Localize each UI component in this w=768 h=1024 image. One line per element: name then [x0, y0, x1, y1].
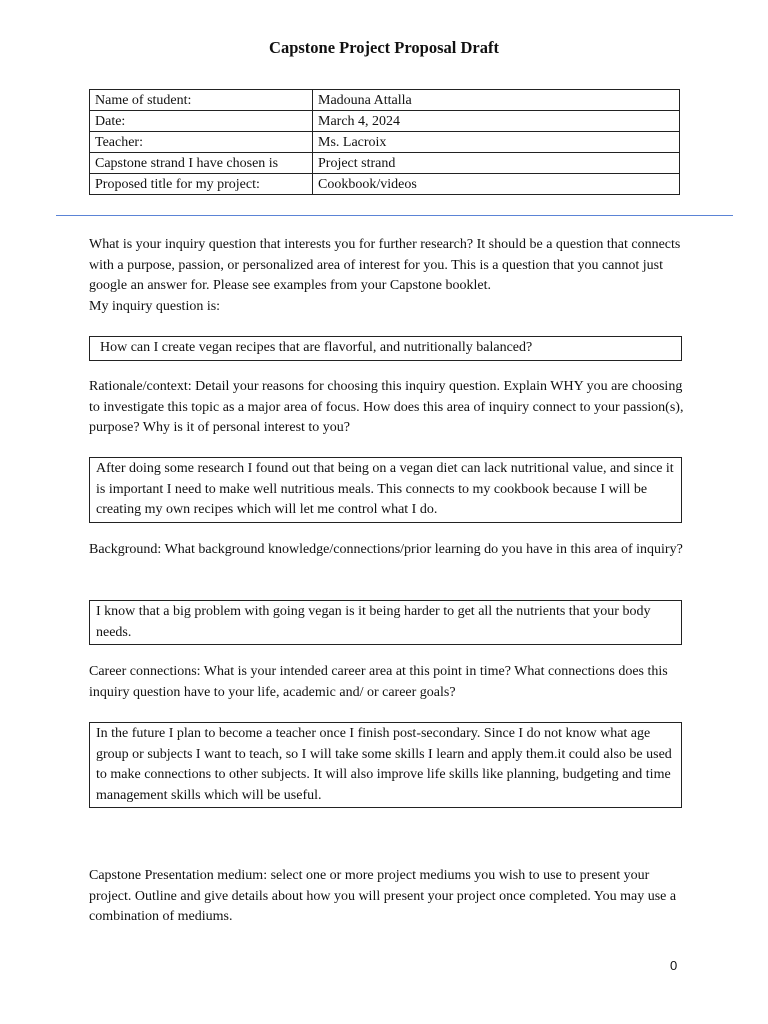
rationale-prompt: Rationale/context: Detail your reasons for choosing this inquiry question. Explain WHY you are choosing to investigate this topic as a major area of focus. How does this area of inquiry connect to your passion(s), purpose? Why is it of personal interest to you? [89, 379, 684, 435]
page-number: 0 [670, 958, 678, 973]
presentation-prompt: Capstone Presentation medium: select one or more project mediums you wish to use to present your project. Outline and give details about how you will present your project once completed. You may use a combination of mediums. [89, 868, 677, 924]
inquiry-prompt [89, 235, 689, 317]
career-prompt: Career connections: What is your intended career area at this point in time? What connections does this inquiry question have to your life, academic and/ or career goals? [89, 664, 668, 700]
career-answer-box: In the future I plan to become a teacher once I finish post-secondary. Since I do not know what age group or subjects I want to teach, so I will take some skills I learn and apply them.it could also be used to make connections to other subjects. It will also improve life skills like planning, budgeting and time management skills which will be useful. [89, 722, 682, 808]
table-row [90, 174, 680, 195]
table-row [90, 153, 680, 174]
student-info-table [89, 89, 680, 195]
inquiry-label: My inquiry question is: [89, 298, 221, 314]
background-answer-box: I know that a big problem with going vegan is it being harder to get all the nutrients that your body needs. [89, 600, 682, 645]
info-value: Madouna Attalla [313, 90, 680, 111]
inquiry-prompt-text: What is your inquiry question that interests you for further research? It should be a question that connects with a purpose, passion, or personalized area of interest for you. This is a question that you cannot just google an answer for. Please see examples from your Capstone booklet. [89, 237, 681, 293]
inquiry-answer-box: How can I create vegan recipes that are flavorful, and nutritionally balanced? [89, 336, 682, 361]
info-value: March 4, 2024 [313, 111, 680, 132]
table-row [90, 111, 680, 132]
info-label: Name of student: [90, 90, 313, 111]
background-prompt: Background: What background knowledge/connections/prior learning do you have in this area of inquiry? [89, 542, 683, 557]
document-title: Capstone Project Proposal Draft [269, 38, 499, 57]
info-label: Date: [90, 111, 313, 132]
info-value: Ms. Lacroix [313, 132, 680, 153]
info-label: Capstone strand I have chosen is [90, 153, 313, 174]
info-label: Teacher: [90, 132, 313, 153]
section-divider [56, 215, 733, 216]
info-value: Project strand [313, 153, 680, 174]
info-label: Proposed title for my project: [90, 174, 313, 195]
info-value: Cookbook/videos [313, 174, 680, 195]
table-row [90, 132, 680, 153]
table-row [90, 90, 680, 111]
rationale-answer-box: After doing some research I found out that being on a vegan diet can lack nutritional value, and since it is important I need to make well nutritious meals. This connects to my cookbook because I will be creating my own recipes which will let me control what I do. [89, 457, 682, 523]
